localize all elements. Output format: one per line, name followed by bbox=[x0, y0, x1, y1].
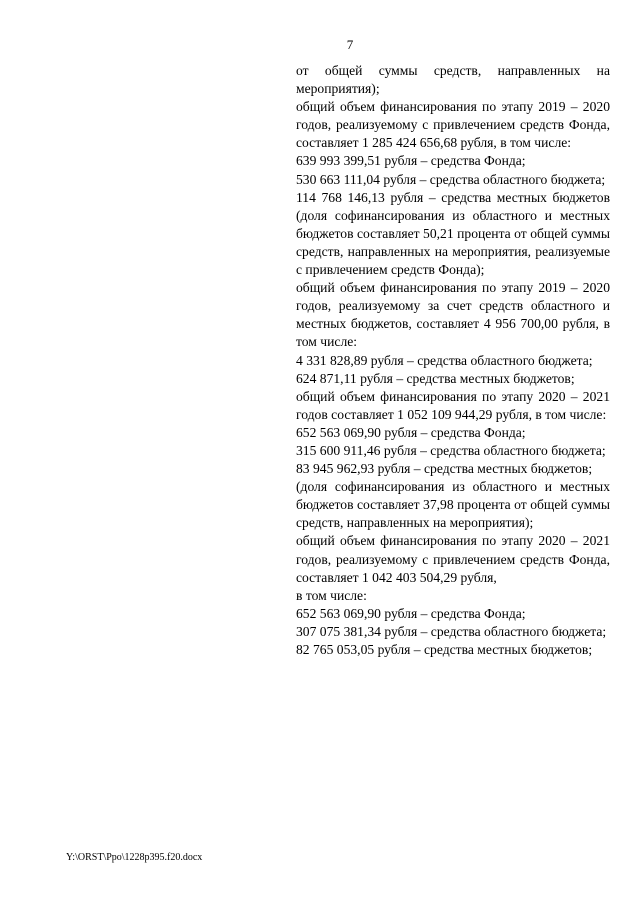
page-number: 7 bbox=[346, 37, 354, 52]
paragraph: 315 600 911,46 рубля – средства областного бюджета; bbox=[296, 442, 606, 458]
paragraph: 652 563 069,90 рубля – средства Фонда; bbox=[296, 605, 526, 621]
document-body bbox=[296, 62, 610, 659]
paragraph: общий объем финансирования по этапу 2020 – 2021 годов, реализуемому с привлечением средств Фонда, составляет 1 042 403 504,29 рубля, bbox=[296, 533, 610, 585]
paragraph: 114 768 146,13 рубля – средства местных бюджетов (доля софинансирования из областного и местных бюджетов составляет 50,21 процента от общей суммы средств, направленных на мероприятия, реализуемые с привлечением средств Фонда); bbox=[296, 189, 610, 278]
paragraph: общий объем финансирования по этапу 2019 – 2020 годов, реализуемому с привлечением средств Фонда, составляет 1 285 424 656,68 рубля, в том числе: bbox=[296, 99, 610, 151]
paragraph: 4 331 828,89 рубля – средства областного бюджета; bbox=[296, 352, 593, 368]
paragraph: 82 765 053,05 рубля – средства местных бюджетов; bbox=[296, 642, 593, 657]
file-path-footer: Y:\ORST\Ppo\1228p395.f20.docx bbox=[66, 852, 203, 863]
paragraph: 652 563 069,90 рубля – средства Фонда; bbox=[296, 424, 526, 440]
paragraph: 83 945 962,93 рубля – средства местных бюджетов; bbox=[296, 461, 593, 477]
paragraph: от общей суммы средств, направленных на мероприятия); bbox=[296, 63, 610, 97]
paragraph: 639 993 399,51 рубля – средства Фонда; bbox=[296, 153, 526, 169]
paragraph: 530 663 111,04 рубля – средства областного бюджета; bbox=[296, 171, 606, 187]
paragraph: общий объем финансирования по этапу 2019 – 2020 годов, реализуемому за счет средств областного и местных бюджетов, составляет 4 956 700,00 рубля, в том числе: bbox=[296, 280, 610, 350]
paragraph: 307 075 381,34 рубля – средства областного бюджета; bbox=[296, 623, 607, 639]
paragraph: общий объем финансирования по этапу 2020 – 2021 годов составляет 1 052 109 944,29 рубля, в том числе: bbox=[296, 388, 610, 422]
paragraph: 624 871,11 рубля – средства местных бюджетов; bbox=[296, 370, 575, 386]
paragraph: (доля софинансирования из областного и местных бюджетов составляет 37,98 процента от общей суммы средств, направленных на мероприятия); bbox=[296, 479, 610, 531]
paragraph: в том числе: bbox=[296, 587, 367, 603]
